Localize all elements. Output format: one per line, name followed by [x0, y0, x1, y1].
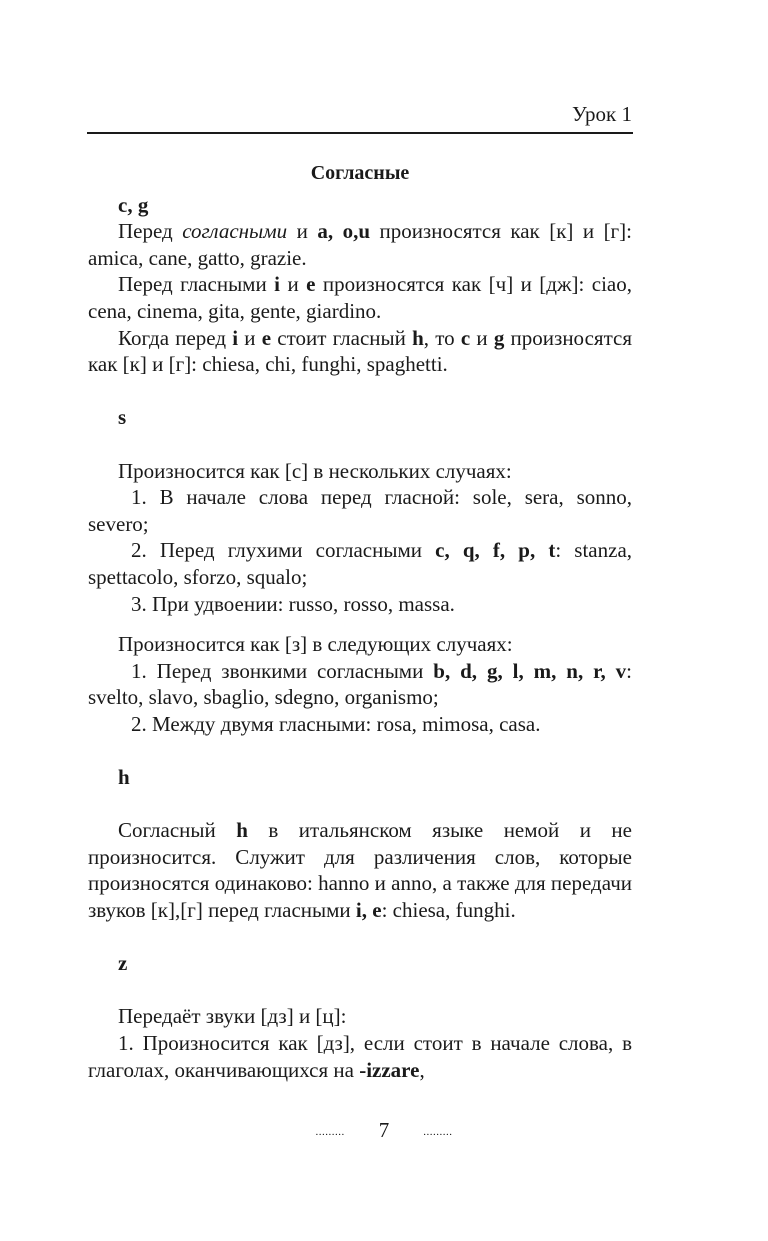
- heading-cg: c, g: [118, 192, 149, 217]
- footer-dots-left: .........: [315, 1126, 345, 1139]
- list-item-s-3: 3. При удвоении: russo, rosso, massa.: [131, 591, 455, 616]
- header-divider: [87, 132, 633, 134]
- paragraph-h: Согласный h в итальянском языке немой и не произносится. Служит для различения слов, которые произносятся одинаково: hanno и anno, а также для передачи звуков [к],[г] перед гласными i, e: chiesa, funghi.: [88, 818, 632, 923]
- heading-z: z: [118, 951, 128, 976]
- paragraph-cg-2: Перед гласными i и e произносятся как [ч] и [дж]: ciao, cena, cinema, gita, gente, giardino.: [88, 272, 632, 323]
- list-item-s-2: 2. Перед глухими согласными c, q, f, p, t: stanza, spettacolo, sforzo, squalo;: [88, 538, 633, 589]
- list-item-s-4: 1. Перед звонкими согласными b, d, g, l, m, n, r, v: svelto, slavo, sbaglio, sdegno, organismo;: [88, 658, 633, 710]
- section-title: Согласные: [310, 162, 410, 184]
- list-item-s-1: 1. В начале слова перед гласной: sole, sera, sonno, severo;: [88, 485, 632, 536]
- list-item-z-1: 1. Произносится как [дз], если стоит в начале слова, в глаголах, оканчивающихся на -izzare,: [88, 1031, 632, 1082]
- lesson-title: Урок 1: [572, 102, 632, 126]
- list-item-s-5: 2. Между двумя гласными: rosa, mimosa, casa.: [131, 711, 541, 736]
- page-body: [88, 160, 632, 1083]
- paragraph-s-intro-2: Произносится как [з] в следующих случаях:: [118, 632, 513, 657]
- footer-dots-right: .........: [423, 1126, 453, 1139]
- paragraph-cg-1: Перед согласными и a, o,u произносятся как [к] и [г]: amica, cane, gatto, grazie.: [88, 219, 632, 270]
- paragraph-cg-3: Когда перед i и e стоит гласный h, то c и g произносятся как [к] и [г]: chiesa, chi, funghi, spaghetti.: [88, 325, 632, 377]
- paragraph-s-intro-1: Произносится как [с] в нескольких случаях:: [118, 458, 512, 483]
- heading-h: h: [118, 765, 130, 790]
- page-footer: [0, 1118, 768, 1144]
- heading-s: s: [118, 405, 127, 430]
- page-number: 7: [378, 1118, 390, 1142]
- paragraph-z-intro: Передаёт звуки [дз] и [ц]:: [118, 1004, 347, 1029]
